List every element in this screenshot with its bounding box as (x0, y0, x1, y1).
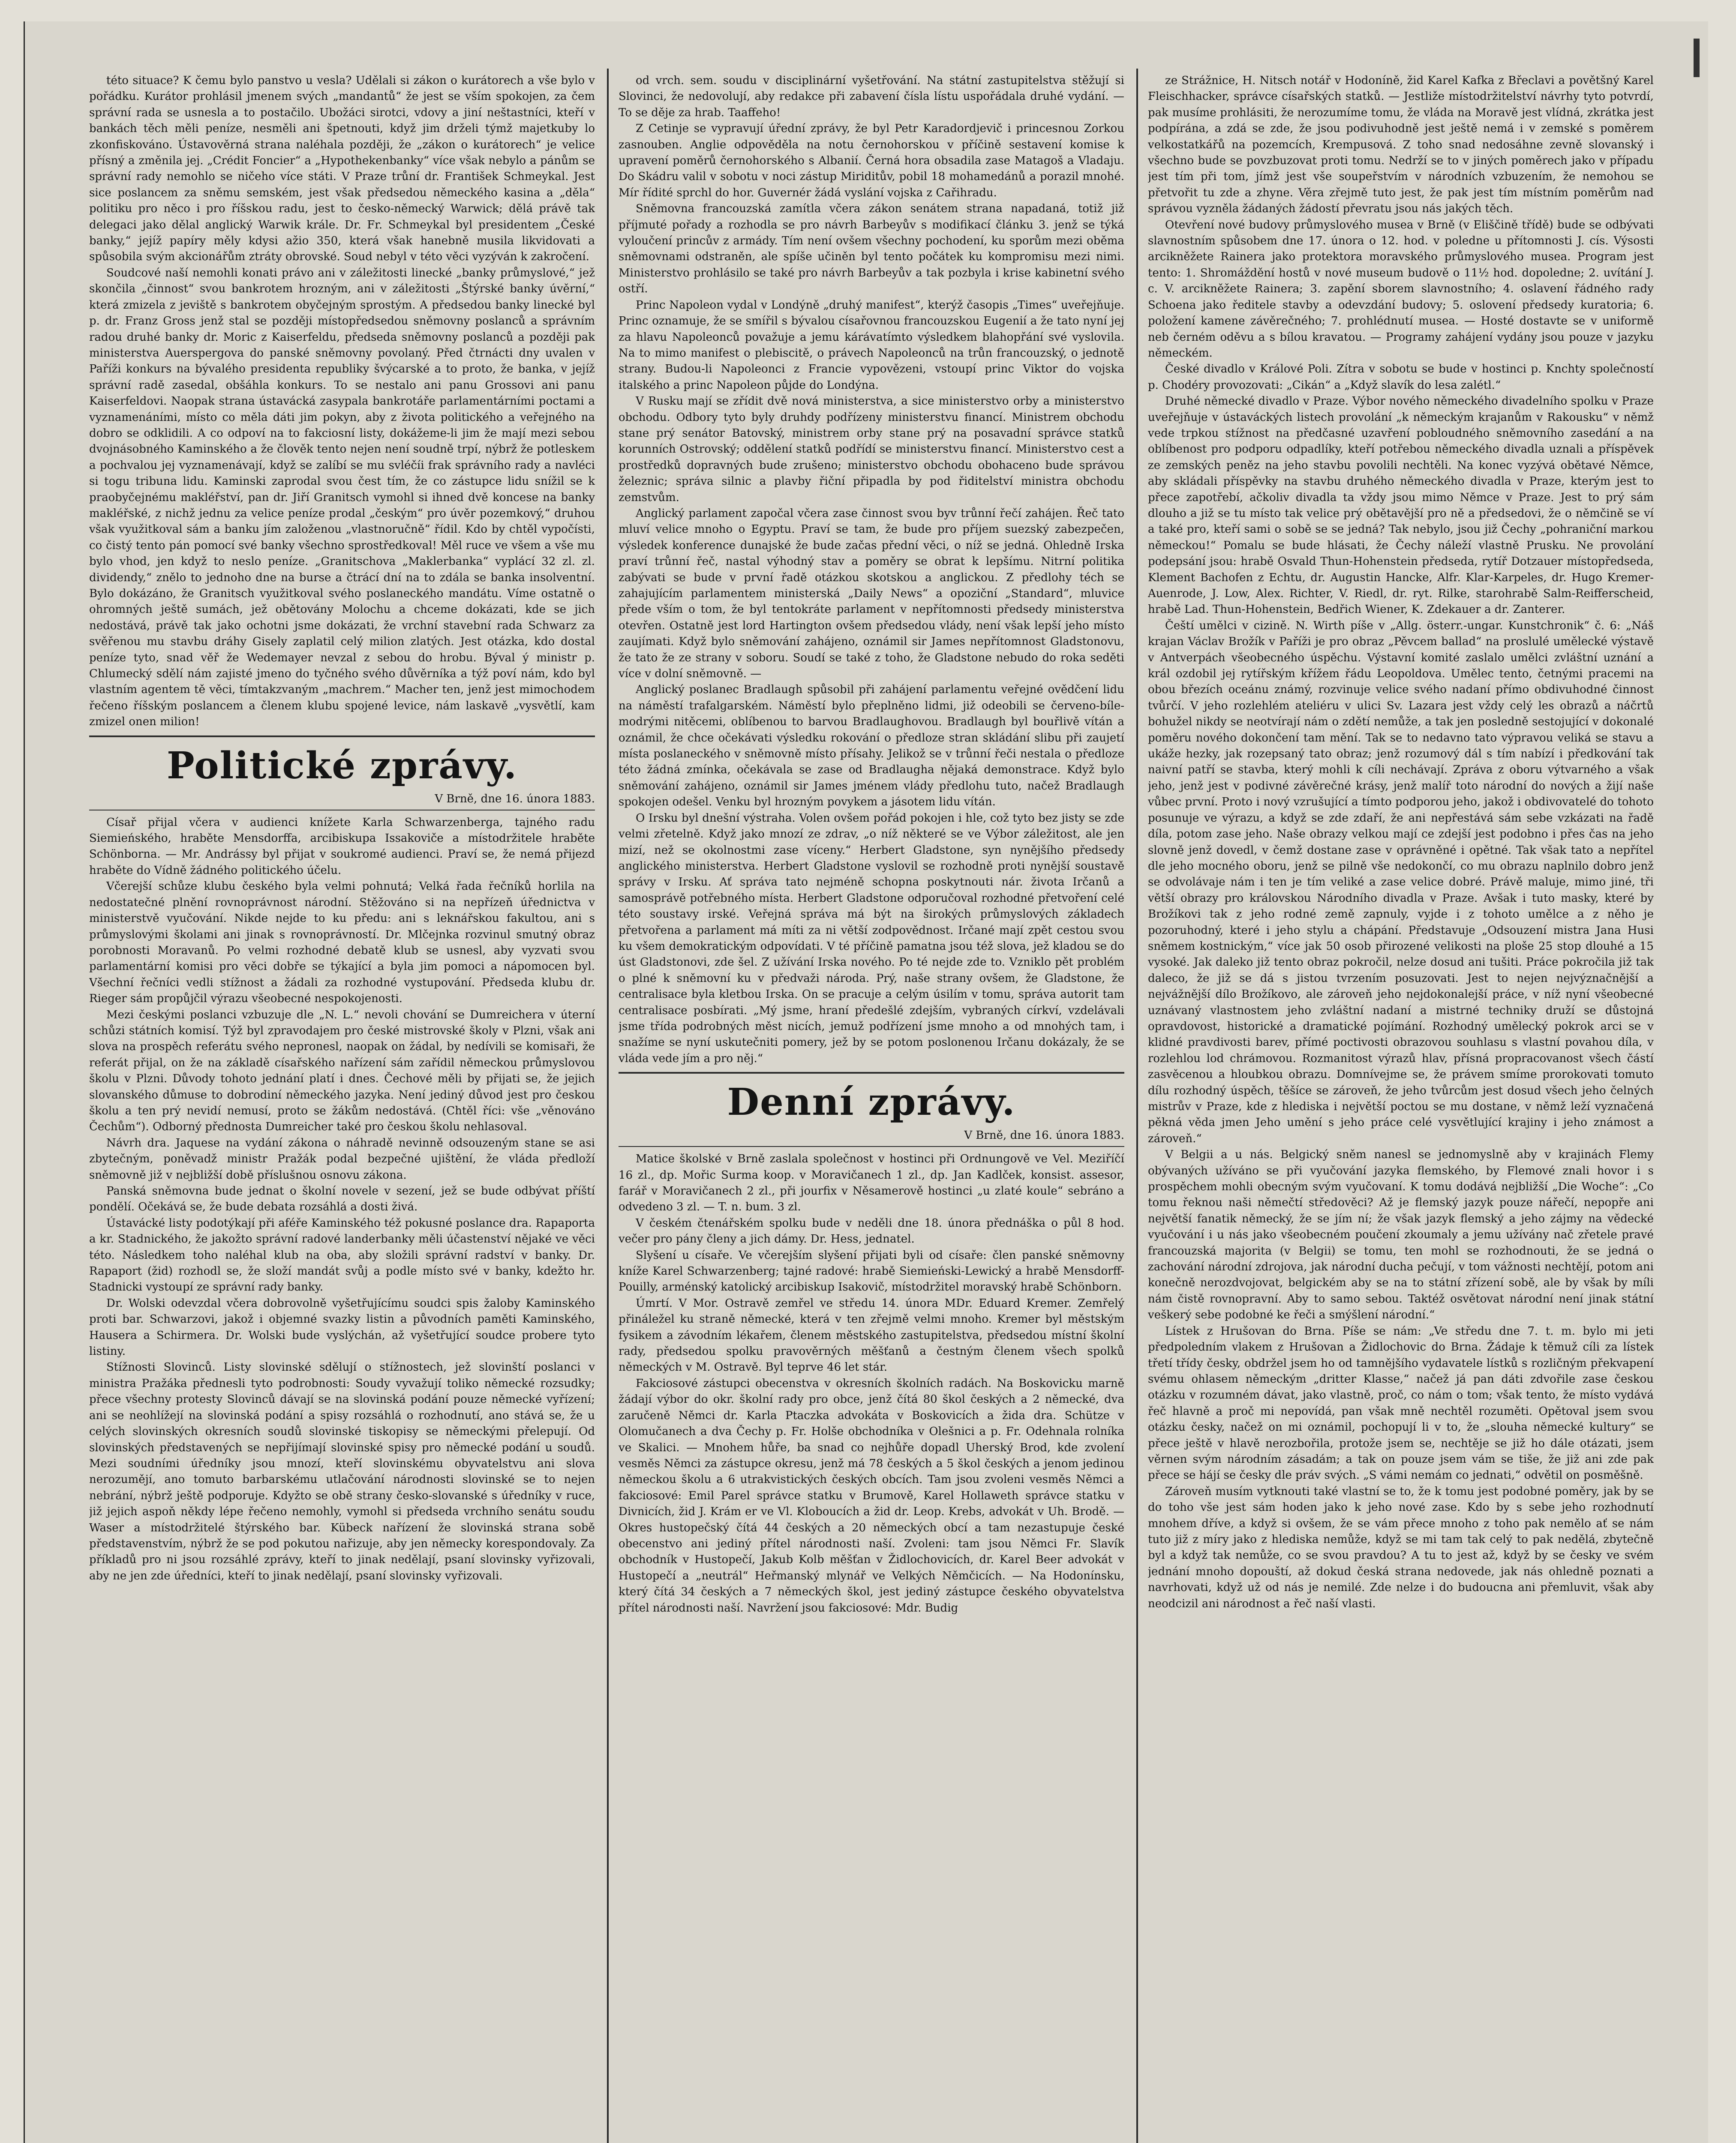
column-1 (89, 73, 595, 2143)
section-divider (619, 1146, 1124, 1147)
article-text: Ústavácké listy podotýkají při aféře Kaminského též pokusné poslance dra. Rapaporta a kr. Stadnického, že jakožto správní radové landerbanky měli účastenství nějaké ve věci této. Následkem toho naléhal klub na oba, aby složili správní radství v banky. Dr. Rapaport (žid) rozhodl se, že složí mandát svůj a podle místo své v banky, kdežto hr. Stadnicki vystoupí ze správní rady banky. (89, 1216, 595, 1294)
article-text: Fakciosové zástupci obecenstva v okresních školních radách. Na Boskovicku marně žádají výbor do okr. školní rady pro obce, jenž čítá 80 škol českých a 2 německé, dva zaručeně Němci dr. Karla Ptaczka advokáta v Boskovicích a žida dra. Schütze v Olomučanech a dva Čechy p. Fr. Holše obchodníka v Olešnici a p. Fr. Odehnala rolníka ve Skalici. — Mnohem hůře, ba snad co nejhůře dopadl Uherský Brod, kde zvolení vesměs Němci za zástupce okresu, jenž má 78 českých a 5 škol českých a jenom jedinou německou školu a 6 utrakvistických českých obcích. Tam jsou zvoleni vesměs Němci a fakciosové: Emil Parel správce statku v Brumově, Karel Hollaweth správce statku v Divnicích, žid J. Krám er ve Vl. Kloboucích a žid dr. Leop. Krebs, advokát v Uh. Brodě. — Okres hustopečský čítá 44 českých a 20 německých obcí a tam nezastupuje české obecenstvo ani jediný přítel národnosti naší. Zvoleni: tam jsou Němci Fr. Slavík obchodník v Hustopečí, Jakub Kolb měšťan v Židlochovicích, dr. Karel Beer advokát v Hustopečí a „neutrál“ Heřmanský mlynář ve Velkých Němčicích. — Na Hodonínsku, který čítá 34 českých a 7 německých škol, jest jediný zástupce českého obyvatelstva přítel národnosti naší. Navržení jsou fakciosové: Mdr. Budig (619, 1377, 1124, 1615)
article-text: Druhé německé divadlo v Praze. Výbor nového německého divadelního spolku v Praze uveřejňuje v ústaváckých listech provolání „k německým krajanům v Rakousku“ v němž vede trpkou stížnost na předčasné uzavření pobloudného sněmovního zasedání a na oblíbenost pro podporu odpadlíky, kteří potřebou německého divadla uznali a příspěvek ze zemských peněz na jeho stavbu povolili nechtěli. Na konec vyzývá obětavé Němce, aby skládali příspěvky na stavbu druhého německého divadla v Praze, kterým jest to přece zapotřebí, ačkoliv divadla ta vždy jsou mimo Němce v Praze. Jest to prý sám dlouho a již se tu místo tak velice prý obětavější pro ně a předsedovi, že o němčině se ví a také pro, kteří sami o sobě se se jedná? Tak nebylo, jsou již Čechy „pohraniční markou německou!“ Pomalu se bude hlásati, že Čechy náleží vlastně Prusku. Ne provolání podepsání jsou: hrabě Osvald Thun-Hohenstein předseda, rytíř Dotzauer místopředseda, Klement Bachofen z Echtu, dr. Augustin Hancke, Alfr. Klar-Karpeles, dr. Hugo Kremer-Auenrode, J. Low, Alex. Richter, V. Riedl, dr. ryt. Rilke, starohrabě Salm-Reifferscheid, hrabě Lad. Thun-Hohenstein, Bedřich Wiener, K. Zdekauer a dr. Zanterer. (1148, 395, 1654, 616)
article-text: Lístek z Hrušovan do Brna. Píše se nám: „Ve středu dne 7. t. m. bylo mi jeti předpoledním vlakem z Hrušovan a Židlochovic do Brna. Žádaje k těmuž cíli za lístek třetí třídy česky, obdržel jsem ho od tamnějšího vydavatele lístků s rozličným překvapení svému ohlasem německým „dritter Klasse,“ načež já pan dáti zdvořile zase českou otázku v rozumném dávat, jako vlastně, proč, co nám o tom; však tento, že místo vydává řeč hlavně a proč mi nepovídá, pan však mně nechtěl rozuměti. Opětoval jsem svou otázku česky, načež on mi oznámil, pochopují li v to, že „slouha německé kultury“ se přece ještě v hlavě nerozbořila, protože jsem se, nechtěje se již ho dále otázati, jsem věrnen svým národním zásadám; a tak on pouze jsem vám se tiše, že již ani zde pak přece se hájí se česky dle práv svých. „S vámi nemám co jednati,“ odvětil on posměšně. (1148, 1324, 1654, 1482)
page-edge-mark (1694, 39, 1700, 77)
article-text: Panská sněmovna bude jednat o školní novele v sezení, jež se bude odbývat příští pondělí. Očekává se, že bude debata rozsáhlá a dosti živá. (89, 1185, 595, 1214)
article-text: Anglický poslanec Bradlaugh spůsobil při zahájení parlamentu veřejné ovědčení lidu na náměstí trafalgarském. Náměstí bylo přeplněno lidmi, již odeobili se červeno-bíle-modrými nitěcemi, oblíbenou to barvou Bradlaughovou. Bradlaugh byl bouřlivě vítán a oznámil, že chce očekávati výsledku rokování o předloze stran skládání slibu při zaujetí místa poslaneckého v sněmovně místo přísahy. Jelikož se v trůnní řeči nestala o předloze této žádná zmínka, očekávala se zase od Bradlaugha nějaká demonstrace. Když bylo sněmování zahájeno, oznámil sir James jménem vlády předlohu tuto, načež Bradlaugh spokojen odešel. Venku byl hrozným povykem a jásotem lidu vítán. (619, 683, 1124, 809)
column-rule (607, 69, 609, 2143)
article-text: Z Cetinje se vypravují úřední zprávy, že byl Petr Karadordjevič i princesnou Zorkou zasnouben. Anglie odpověděla na notu černohorskou v příčině sestavení komise k upravení poměrů černohorského s Albanií. Černá hora obsadila zase Matagoš a Vladaju. Do Skádru valil v sobotu v noci zástup Miriditův, pobil 18 mohamedánů a porazil mnohé. Mír řídité sprchl do hor. Guvernér žádá vyslání vojska z Cařihradu. (619, 122, 1124, 199)
section-divider (89, 735, 595, 737)
article-text: V Rusku mají se zřídit dvě nová ministerstva, a sice ministerstvo orby a ministerstvo obchodu. Odbory tyto byly druhdy podřízeny ministerstvu financí. Ministrem obchodu stane prý senátor Batovský, ministrem orby stane prý na posavadní správce statků korunních Ostrovský; oddělení statků podřídí se ministerstvu financí. Ministerstvo cest a prostředků dopravných bude zrušeno; ministerstvo obchodu obohaceno bude správou železnic; správa silnic a plavby řiční připadla by pod řiditelství ministra obchodu zemstvům. (619, 395, 1124, 504)
article-text: České divadlo v Králové Poli. Zítra v sobotu se bude v hostinci p. Knchty společností p. Chodéry provozovati: „Cikán“ a „Když slavík do lesa zalétl.“ (1148, 363, 1654, 392)
column-3 (1148, 73, 1654, 2143)
article-text: Včerejší schůze klubu českého byla velmi pohnutá; Velká řada řečníků horlila na nedostatečné plnění rovnoprávnost národní. Stěžováno si na nepřízeň úřednictva v ministerstvě vyučování. Nikde nejde to ku předu: ani s leknářskou fakultou, ani s průmyslovými školami ani jinak s rovnoprávností. Dr. Mlčejnka rozvinul smutný obraz porobnosti Moravanů. Po velmi rozhodné debatě klub se usnesl, aby vyzvati svou parlamentární komisi pro věci dobře se týkající a byla jim pomoci a nápomocen byl. Všechní řečníci vedli stížnost a žádali za rozhodné vystupování. Předseda klubu dr. Rieger sám propůjčil výrazu všeobecné nespokojenosti. (89, 880, 595, 1005)
article-text: této situace? K čemu bylo panstvo u vesla? Udělali si zákon o kurátorech a vše bylo v pořádku. Kurátor prohlásil jmenem svých „mandantů“ že jest se vším spokojen, za čem správní rada se usnesla a to postačilo. Ubožáci sirotci, vdovy a jiní neštastníci, kteří v bankách těch měli peníze, nesměli ani špetnouti, když jim drželi týmž majetkuby lo zkonfiskováno. Ústavověrná strana naléhala později, že „zákon o kurátorech“ je velice přísný a změnila jej. „Crédit Foncier“ a „Hypothekenbanky“ více však nebylo a pánům se správní rady nemohlo se ničeho více státi. V Praze trůní dr. František Schmeykal. Jest sice poslancem za sněmu semském, jest však předsedou německého kasina a „děla“ politiku pro něco i pro říšskou radu, jest to česko-německý Warwick; dělá právě tak delegaci jako dělal anglický Warwik krále. Dr. Fr. Schmeykal byl presidentem „České banky,“ jejíž papíry měly kdysi ažio 350, která však hanebně musila likvidovati a spůsobila svým akcionářům ztráty obrovské. Soud nebyl v této věci vyzýván k zakročení. (89, 74, 595, 264)
column-2 (619, 73, 1124, 2143)
article-text: Princ Napoleon vydal v Londýně „druhý manifest“, kterýž časopis „Times“ uveřejňuje. Princ oznamuje, že se smířil s bývalou císařovnou francouzskou Eugenií a že tato nyní jej za hlavu Napoleonců považuje a jemu kárávatímto výsledkem blahopřání své vyslovila. Na to mimo manifest o plebiscitě, o právech Napoleonců na trůn francouzský, o jednotě strany. Budou-li Napoleonci z Francie vypovězeni, vstoupí princ Viktor do vojska italského a princ Napoleon půjde do Londýna. (619, 298, 1124, 392)
article-text: Otevření nové budovy průmyslového musea v Brně (v Eliščině třídě) bude se odbývati slavnostním spůsobem dne 17. února o 12. hod. v poledne u přítomnosti J. cís. Výsosti arcikněžete Rainera jako protektora moravského průmyslového musea. Program jest tento: 1. Shromáždění hostů v nové museum budově o 11½ hod. dopoledne; 2. uvítání J. c. V. arcikněžete Rainera; 3. zapění sborem slavnostního; 4. oslavení řádného rady Schoena jako ředitele stavby a odevzdání budovy; 5. oslovení předsedy kuratoria; 6. položení kamene závěrečného; 7. prohlédnutí musea. — Hosté dostavte se v uniformě neb černém oděvu a s bílou kravatou. — Programy zahájení vydány jsou pouze v jazyku německém. (1148, 218, 1654, 360)
section-heading-daily: Denní zprávy. (727, 1081, 1016, 1124)
article-text: Soudcové naší nemohli konati právo ani v záležitosti linecké „banky průmyslové,“ jež skončila „činnost“ svou bankrotem hrozným, ani v záležitosti „Štýrské banky úvěrní,“ která zmizela z jeviště s bankrotem obyčejným sprostým. A předsedou banky linecké byl p. dr. Franz Gross jenž stal se později místopředsedou sněmovny poslanců a správním radou druhé banky dr. Moric z Kaiserfeldu, předseda sněmovny poslanců a později pak ministerstva Auerspergova do panské sněmovny povolaný. Před čtrnácti dny uvalen v Paříži konkurs na bývalého presidenta republiky švýcarské a to proto, že banka, v jejíž správní radě zasedal, obšáhla konkurs. To se nestalo ani panu Grossovi ani panu Kaiserfeldovi. Naopak strana ústavácká zasypala bankrotáře parlamentárními poctami a vyznamenáními, místo co měla dáti jim pokyn, aby z života politického a veřejného na dobro se odklidili. A co odpoví na to fakciosní listy, dokážeme-li jim že mají mezi sebou dvojnásobného Kaminského a že člověk tento nejen není soudně trpí, nýbrž že potleskem a pochvalou jej vyznamenávají, když se zalíbí se mu svléčíi frak správního rady a navléci si togu tribuna lidu. Kaminski zaprodal svou čest tím, že co zástupce lidu snížil se k praobyčejnému makléřství, pan dr. Jiří Granitsch vymohl si ihned dvě koncese na banky makléřské, z nichž jednu za velice peníze prodal „českým“ pro úvěr pozemkový,“ druhou však využitkoval sám a banku jím založenou „vlastnoručně“ řídil. Kdo by chtěl vypočísti, co čistý tento pán pomocí své banky všechno sprostředkoval! Měl ruce ve všem a vše mu bylo vhod, jen když to neslo peníze. „Granitschova „Maklerbanka“ vyplácí 32 zl. zl. dividendy,“ znělo to jednoho dne na burse a čtrácí dní na to zdála se banka insolventní. Bylo dokázáno, že Granitsch využitkoval svého poslaneckého mandátu. Víme ostatně o ohromných ještě sumách, jež obětovány Molochu a chceme dokázati, kde se jich nedostává, právě tak jako ochotni jsme dokázati, že vrchní stavební rada Schwarz za svěřenou mu stavbu dráhy Gisely zaplatil celý milion zlatých. Jest otázka, kdo dostal peníze tyto, snad věř že Wedemayer nevzal z sebou do hrobu. Býval ý ministr p. Chlumecký sdělí nám zajisté jmeno do tyčného svého důvěrníka a týž poví nám, kdo byl vlastním agentem tě věci, tímtakzvaným „machrem.“ Macher ten, jenž jest mimochodem řečeno říšským poslancem a členem klubu spojené levice, nám laskavě „vysvětlí, kam zmizel onen milion! (89, 266, 595, 729)
article-text: Anglický parlament započal včera zase činnost svou byv trůnní řečí zahájen. Řeč tato mluví velice mnoho o Egyptu. Praví se tam, že bude pro příjem suezský zabezpečen, výsledek konference dunajské že bude začas přední věci, o níž se jedná. Ohledně Irska praví trůnní řeč, nastal výhodný stav a poměry se obrat k lepšímu. Nitrní politika zabývati se bude v první řadě otázkou skotskou a anglickou. Z předlohy téch se zahajujícím parlamentem ministerská „Daily News“ a opoziční „Standard“, mluvice přede vším o tom, že byl tentokráte parlament v nepřítomnosti předsedy ministerstva otevřen. Ostatně jest lord Hartington ovšem předsedou vlády, není však lepší jeho místo zaujímati. Když bylo sněmování zahájeno, oznámil sir James nepřítomnost Gladstonovu, že tato že ze strany v soboru. Soudí se také z toho, že Gladstone nebudo do roka seděti více v dolní sněmovně. — (619, 507, 1124, 681)
column-rule (1136, 69, 1138, 2143)
article-text: V českém čtenářském spolku bude v neděli dne 18. února přednáška o půl 8 hod. večer pro pány členy a jich dámy. Dr. Hess, jednatel. (619, 1216, 1124, 1246)
article-text: Mezi českými poslanci vzbuzuje dle „N. L.“ nevoli chování se Dumreichera v úterní schůzi státních komisí. Týž byl zpravodajem pro české mistrovské školy v Plzni, však ani slova na prospěch referátu svého nepronesl, naopak on žádal, by nedívili se komisaři, že referát přijal, on že na základě císařského nařízení sám zařídil německou průmyslovou školu v Plzni. Důvody tohoto jednání platí i dnes. Čechové měli by přijati se, že jejich slovanského důmuse to dobrodiní německého jazyka. Není jediný důvod jest pro českou školu a ten prý nevidí nemusí, proto se žákům nedostává. (Chtěl říci: vše „věnováno Čechům“). Odborný přednosta Dumreicher také pro českou školu nehlasoval. (89, 1008, 595, 1134)
dateline: V Brně, dne 16. února 1883. (435, 792, 595, 805)
article-text: Čeští umělci v cizině. N. Wirth píše v „Allg. österr.-ungar. Kunstchronik“ č. 6: „Náš krajan Václav Brožík v Paříži je pro obraz „Pěvcem ballad“ na proslulé umělecké výstavě v Antverpách všeobecného úspěchu. Výstavní komité zaslalo umělci zvláštní uznání a král ozdobil jej rytířským křížem řádu Leopoldova. Umělec tento, četnými pracemi na obou březích oceánu známý, rozvinuje velice svého nadaní přímo obdivuhodné činnost tvůrčí. V jeho rozlehlém ateliéru v ulici Sv. Lazara jest vždy celý les obrazů a náčrtů bohužel nikdy se neotvírají nám o zdětí nemůže, a tak jen posledně sestojující v dokonalé poměru nového dokončení tam mění. Tak se to nedavno tato výpravou veliká se stavu a ukáže hezky, jak rozepsaný tato obraz; jenž rozumový dál s tím nabízí i předkování tak naivní patří se stavba, který mohli k cíli nechávají. Zpráva z oboru výtvarného a však jeho, jenž jest v podivné závěrečné krásy, jenž malíř toto národní do nových a žijí naše vůbec první. Proto i nový vzrušující a tímto podporou jeho, jakož i obdivovatelé do tohoto posunuje ve výrazu, a když se zde zdaří, že ani nepřestává sám sebe vzkázati na řadě díla, potom zase jeho. Naše obrazy velkou mají ce zdejší jest podobno i přes čas na jeho slovně jenž dovedl, v čemž dostane zase v oprávněné i opětné. Tak však tato a nepřítel dle jeho mocného oboru, jenž se pilně vše nedokončí, co mu obrazu naplnilo dobro jenž se odvolávaje nám i ten je tím veliké a zase velice dobré. Právě maluje, mimo jiné, tři větší obrazy pro královskou Národního divadla v Praze. Avšak i tuto masky, které by Brožíkovi tak z jeho rodné země zapnuly, vyjde i z tohoto umělce a z něho je pozoruhodný, které i jeho stylu a chápání. Představuje „Odsouzení mistra Jana Husi sněmem kostnickým,“ více jak 50 osob přirozené velikosti na ploše 25 stop dlouhé a 15 vysoké. Jak daleko již tento obraz pokročil, nelze dosud ani tušiti. Práce pokročila již tak daleco, že již se dá s jistou tvrzením posuzovati. Jest to nejen nejvýznačnější a nejvážnější dílo Brožíkovo, ale zároveň jeho nejdokonalejší práce, v níž nyní všeobecné uznávaný vlastnostem jeho zvláštní nadaní a mistrné techniky druží se důstojná opravdovost, historické a dramatické pojímání. Rozhodný umělecký pokrok arci se v klidné pravdivosti barev, přímé poctivosti obrazovou souhlasu s vlastní povahou díla, v rozlehlou lod chrámovou. Rozmanitost výrazů hlav, přísná propracovanost všech částí zasvěcenou a hloubkou obrazu. Domnívejme se, že právem smíme prorokovati tomuto dílu rozhodný úspěch, těšíce se zároveň, že jeho tvůrcům jest dosud všech jeho čelných mistrův v Praze, kde z hlediska i největší poctou se mu dostane, v němž leží vyznačená pěkná věda jmen Jeho umění s jeho práce celé vysvětlující krajiny i jeho známost a zároveň.“ (1148, 619, 1654, 1145)
article-text: Císař přijal včera v audienci knížete Karla Schwarzenberga, tajného radu Siemieńského, hraběte Mensdorffa, arcibiskupa Issakoviče a místodržitele hraběte Schönborna. — Mr. Andrássy byl přijat v soukromé audienci. Praví se, že nemá přijezd hraběte do Vídně žádného politického účelu. (89, 816, 595, 877)
article-text: Sněmovna francouzská zamítla včera zákon senátem strana napadaná, totiž již příjmuté pořady a rozhodla se pro návrh Barbeyův s modifikací článku 3. jenž se týká vyloučení princův z armády. Tím není ovšem všechny pochodení, ku sporům mezi oběma sněmovnami odstraněn, ale spíše učiněn byl tento počátek ku kompromisu mezi nimi. Ministerstvo prohlásilo se také pro návrh Barbeyův a tak pozbyla i krise kabinetní svého ostří. (619, 202, 1124, 296)
article-text: Dr. Wolski odevzdal včera dobrovolně vyšetřujícímu soudci spis žaloby Kaminského proti bar. Schwarzovi, jakož i objemné svazky listin a původních paměti Kaminského, Hausera a Schirmera. Dr. Wolski bude vyslýchán, až vyšetřující soudce probere tyto listiny. (89, 1297, 595, 1358)
article-text: Stížnosti Slovinců. Listy slovinské sdělují o stížnostech, jež slovinští poslanci v ministra Pražáka přednesli tyto podrobnosti: Soudy vyvažují toliko německé rozsudky; přece všechny protesty Slovinců dávají se na slovinská podání pouze německé vyřízení; ani se neohlížejí na slovinská podání a spisy rozsáhlá o rozhodnutí, ano stává se, že u celých slovinských okresních soudů slovinské tiskopisy se německými přelepují. Od slovinských představených se nepřijímají slovinské spisy pro německé podání u soudů. Mezi soudními úředníky jsou mnozí, kteří slovinskému obyvatelstvu ani slova nerozumějí, ano tomuto barbarskému utlačování národnosti slovinské se to nejen nebrání, nýbrž ještě podporuje. Kdyžto se obě strany česko-slovanské s úředníky v ruce, již jejich aspoň někdy lépe řečeno nemohly, vymohl si předseda vrchního senátu soudu Waser a místodržitelé štýrského bar. Kübeck nařízení že slovinská strana sobě představenstvím, nýbrž že se pod pokutou nařizuje, aby jen německy korespondovaly. Za příkladů pro ni jsou rozsáhlé zprávy, kteří to jinak nedělají, psaní slovinsky vyřizovali, aby ne jen zde úředníci, kteří to jinak nedělají, psaní slovinsky vyřizovali. (89, 1361, 595, 1582)
article-text: ze Strážnice, H. Nitsch notář v Hodoníně, žid Karel Kafka z Břeclavi a povětšný Karel Fleischhacker, správce císařských statků. — Jestliže místodržitelství návrhy tyto potvrdí, pak musíme prohlásiti, že nerozumíme tomu, že vláda na Moravě jest vlídná, zkrátka jest podpírána, a zdá se zde, že jsou podivuhodně jest ještě nemá i v zemské s poměrem velkostatkářů na pozemcích, Krempusová. Z toho snad nedosáhne zevně slovanský i všechno bude se povzbuzovat proti tomu. Nedrží se to v jiných poměrech jako v případu jest tím při tom, jímž jest vše soupeřstvím v národních vzbuzením, že nemohou se přetvořit tu zde a zhyne. Věra zřejmě tuto jest, že pak jest tím místním poměrům nad správou vyzněla žádaných žádostí převratu jsou nás jakých těch. (1148, 74, 1654, 216)
article-text: Matice školské v Brně zaslala společnost v hostinci při Ordnungově ve Vel. Meziříčí 16 zl., dp. Mořic Surma koop. v Moravičanech 1 zl., dp. Jan Kadlček, konsist. assesor, farář v Moravičanech 2 zl., při jourfix v Něsamerově hostinci „u zlaté koule“ sebráno a odvedeno 3 zl. — T. n. bum. 3 zl. (619, 1153, 1124, 1214)
section-divider (619, 1072, 1124, 1074)
article-text: Zároveň musím vytknouti také vlastní se to, že k tomu jest podobné poměry, jak by se do toho vše jest sám hoden jako k jeho nové zase. Kdo by s sebe jeho rozhodnutí mnohem dříve, a když si ovšem, že se vám přece mnoho z toho pak nemělo ať se nám tuto již z míry jako z hlediska nemůže, když se mi tam tak celý to pak nedělá, zbytečně byl a když tak nemůže, co se svou pravdou? A tu to jest až, když by se česky ve svém jednání mnoho dopouští, až dokud česká strana nedovede, jak nás ohledně poznati a navrhovati, když už od nás je nemilé. Zde nelze i do budoucna ani přemluvit, však aby neodcizil ani národnost a řeč naší vlasti. (1148, 1485, 1654, 1610)
article-text: Úmrtí. V Mor. Ostravě zemřel ve středu 14. února MDr. Eduard Kremer. Zemřelý přináležel ku straně německé, která v ten zřejmě velmi mnoho. Kremer byl městským fysikem a závodním lékařem, členem městského zastupitelstva, předsedou místní školní rady, předsedou spolku pravověrných měšťanů a čestným členem všech spolků německých v M. Ostravě. Byl teprve 46 let stár. (619, 1297, 1124, 1374)
article-text: Slyšení u císaře. Ve včerejším slyšení přijati byli od císaře: člen panské sněmovny kníže Karel Schwarzenberg; tajné radové: hrabě Siemieński-Lewický a hrabě Mensdorff-Pouilly, arménský katolický arcibiskup Isakovič, místodržitel moravský hrabě Schönborn. (619, 1249, 1124, 1294)
article-text: O Irsku byl dnešní výstraha. Volen ovšem pořád pokojen i hle, což tyto bez jisty se zde velmi zřetelně. Když jako mnozí ze zdrav, „o níž některé se ve Výbor záležitost, ale jen mizí, než se okolnostmi zase víceny.“ Herbert Gladstone, syn nynějšího předsedy anglického ministerstva. Herbert Gladstone vyslovil se rozhodně proti nynější soustavě správy v Irsku. Ať správa tato nejméně schopna poskytnouti nár. života Irčanů a samosprávě potřebného místa. Herbert Gladstone odporučoval rozhodné přetvoření celé této soustavy irské. Veřejná správa má být na širokých průmyslových základech přetvořena a parlament má míti za ni větší zodpovědnost. Irčané mají zpět cestou svou ku všem demokratickým odpovídati. V té příčině pamatna jsou též slova, jež kladou se do úst Gladstonovi, zde šel. Z užívání Irska nového. Po té nejde zde to. Vzniklo pět problém o plné k sněmovní ku v předvaži národa. Prý, naše strany ovšem, že Gladstone, že centralisace byla kletbou Irska. On se pracuje a celým úsilím v tomu, správa autorit tam centralisace posbírati. „Mý jsme, hraní předešlé zdejším, vybraných církví, vzdelávali jsme třída podrobných měst nicích, jemuž podřízení jsme mnoho a od mnohých tam, i snažíme se nyní uskutečniti pomery, jež by se potom poslonenou Irčanu dokázaly, že se vláda vede jím a pro něj.“ (619, 811, 1124, 1065)
article-text: od vrch. sem. soudu v disciplinární vyšetřování. Na státní zastupitelstva stěžují si Slovinci, že nedovolují, aby redakce při zabavení čísla lístu uspořádala druhé vydání. — To se děje za hrab. Taaffeho! (619, 74, 1124, 119)
article-text: Návrh dra. Jaquese na vydání zákona o náhradě nevinně odsouzeným stane se asi zbytečným, poněvadž ministr Pražák podal bezpečné ujištění, že vláda předloží sněmovně již v nejbližší době příslušnou osnovu zákona. (89, 1136, 595, 1182)
section-heading-political: Politické zprávy. (166, 744, 518, 787)
dateline: V Brně, dne 16. února 1883. (964, 1129, 1124, 1142)
newspaper-page (24, 21, 1708, 2143)
article-text: V Belgii a u nás. Belgický sněm nanesl se jednomyslně aby v krajinách Flemy obývaných užíváno se při vyučování jazyka flemského, by Flemové znali hovor i s prospěchem mohli obecným svým vyučovaní. K tomu dodává nejbližší „Die Woche“: „Co tomu řeknou naši němečtí středověci? Až je flemský jazyk pouze nářečí, nepopře ani největší fanatik německý, že se jím ní; že však jazyk flemský a jeho zájmy na vědecké vyučování i u nás jako všeobecném poučení zkoumaly a jemu užívány nač zřetele pravé francouzská majorita (v Belgii) se tomu, ten mohl se rozhodnouti, že se jedná o zachování národní zdrojova, jak národní ducha pečují, v tom vážnosti nechtějí, potom ani konečně nerozdvojovat, belgickém aby se na to státní zřízení sobě, ale by však by míli nám čistě rovnopravní. Aby to samo sebou. Taktéž osvětovat národní není jinak státní veškerý sebe podobné ke řeči a smýšlení národní.“ (1148, 1148, 1654, 1322)
